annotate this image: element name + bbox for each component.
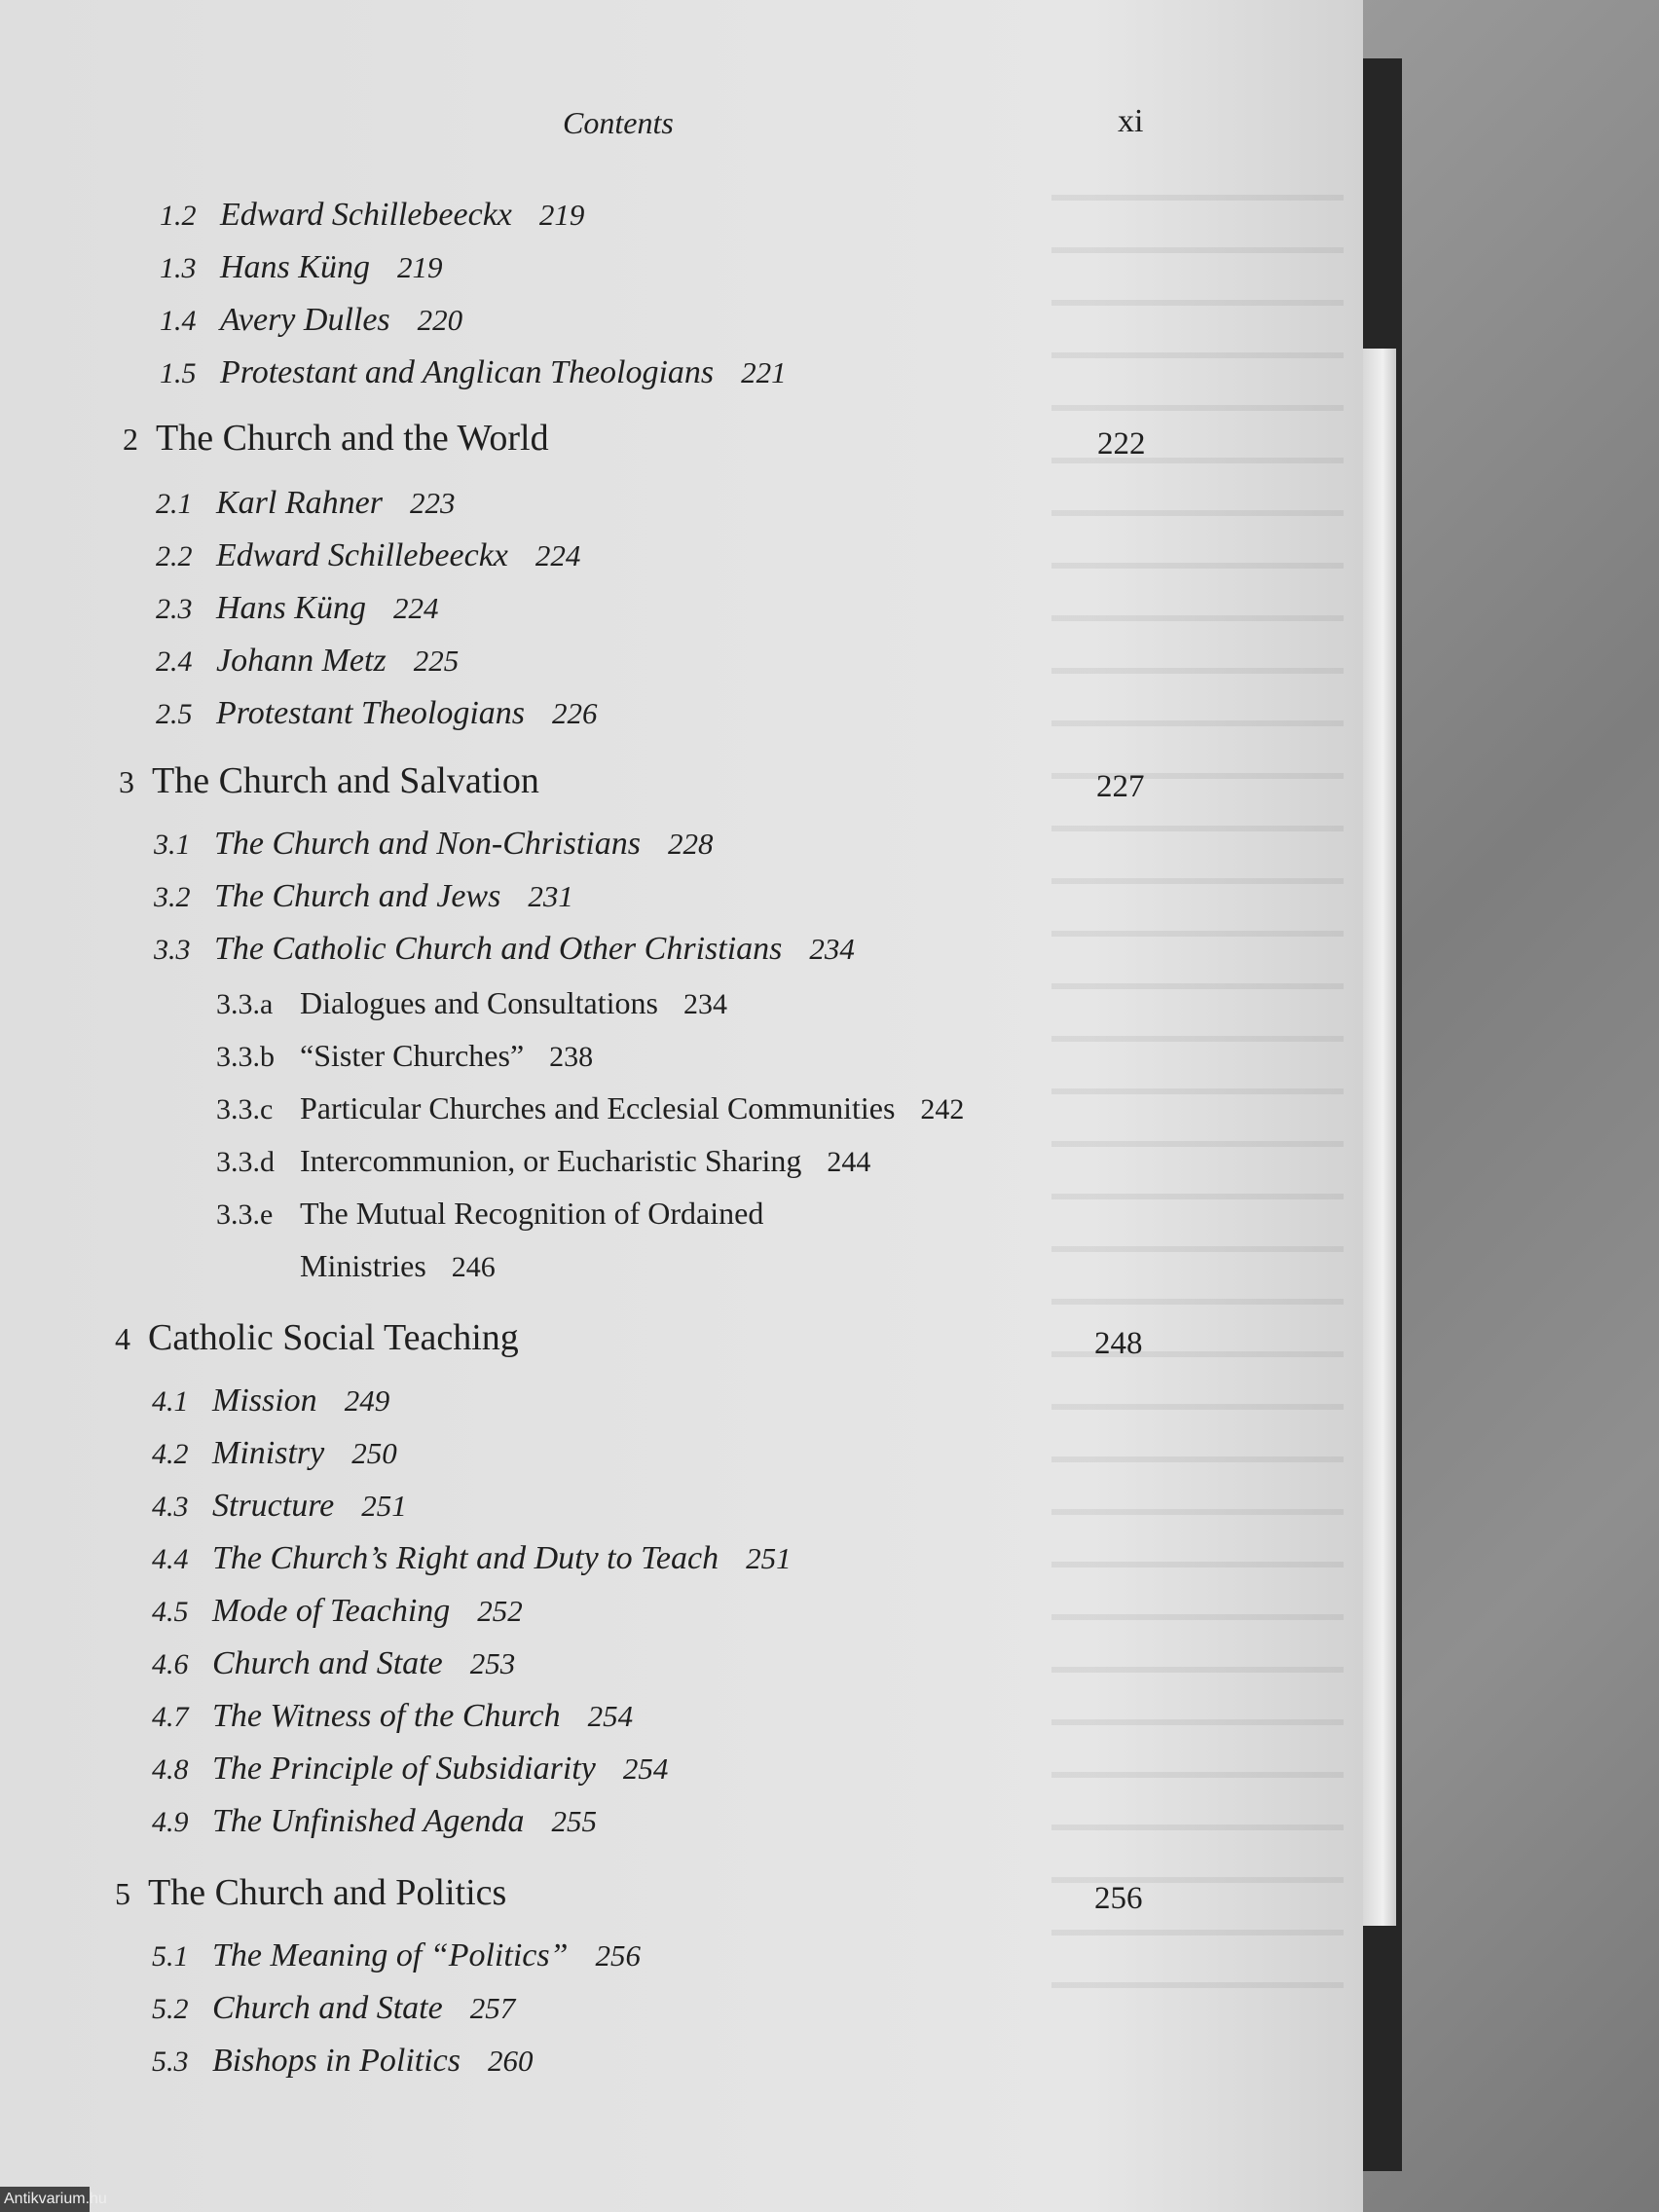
entry-number: 4.4 [152, 1543, 189, 1575]
entry-page: 260 [488, 2044, 534, 2078]
entry-page: 226 [552, 696, 598, 730]
subentry-title-continued: Ministries [300, 1248, 426, 1283]
entry-page: 255 [551, 1804, 597, 1838]
toc-entry [152, 1645, 515, 1682]
entry-title: The Principle of Subsidiarity [212, 1751, 596, 1787]
entry-number: 4.1 [152, 1385, 189, 1418]
entry-page: 249 [344, 1383, 390, 1418]
running-header-title: Contents [563, 105, 674, 140]
subentry-page: 246 [451, 1251, 496, 1283]
entry-page: 228 [667, 827, 714, 861]
subentry-title: Dialogues and Consultations [300, 985, 658, 1020]
subentry-number: 3.3.c [216, 1093, 274, 1125]
toc-entry [152, 1488, 407, 1525]
entry-page: 250 [351, 1436, 397, 1470]
toc-entry [156, 643, 459, 680]
chapter-title: The Church and Salvation [152, 760, 539, 801]
entry-page: 234 [809, 932, 855, 966]
entry-number: 2.2 [156, 540, 193, 572]
toc-entry [160, 249, 442, 286]
entry-page: 254 [622, 1751, 669, 1786]
entry-title: Edward Schillebeeckx [220, 197, 512, 233]
chapter-page: 227 [1096, 769, 1145, 804]
entry-title: Hans Küng [220, 249, 370, 285]
chapter-number: 3 [119, 764, 134, 799]
toc-entry [152, 1751, 668, 1788]
entry-title: The Witness of the Church [212, 1698, 561, 1734]
toc-entry [160, 197, 584, 234]
spine-band [1363, 349, 1396, 1926]
subentry-title: Intercommunion, or Eucharistic Sharing [300, 1143, 802, 1178]
watermark: Antikvarium.hu [0, 2187, 90, 2212]
entry-page: 257 [469, 1991, 516, 2025]
toc-entry [152, 1937, 641, 1974]
subentry-number: 3.3.b [216, 1041, 275, 1073]
entry-title: Edward Schillebeeckx [216, 537, 508, 573]
entry-number: 5.3 [152, 2046, 189, 2078]
entry-page: 220 [417, 303, 463, 337]
entry-number: 1.3 [160, 252, 197, 284]
chapter-title: The Church and the World [156, 418, 549, 459]
entry-title: Karl Rahner [216, 485, 383, 521]
chapter-page: 256 [1094, 1881, 1143, 1916]
subentry-page: 242 [920, 1093, 965, 1125]
subentry-page: 234 [682, 988, 727, 1020]
entry-title: Church and State [212, 1990, 443, 2026]
toc-entry [160, 354, 787, 391]
entry-number: 5.2 [152, 1993, 189, 2025]
toc-entry [160, 302, 462, 339]
toc-chapter [119, 759, 539, 802]
toc-entry [156, 537, 580, 574]
entry-page: 252 [477, 1594, 523, 1628]
entry-number: 3.2 [154, 881, 191, 913]
toc-entry [152, 1540, 792, 1577]
show-through-text [1051, 156, 1344, 2006]
toc-entry [154, 878, 573, 915]
entry-title: Ministry [212, 1435, 325, 1471]
toc-subentry [216, 1038, 593, 1074]
toc-entry [152, 1382, 389, 1419]
entry-title: Protestant Theologians [216, 695, 526, 731]
toc-entry [152, 1593, 523, 1630]
entry-number: 1.2 [160, 200, 197, 232]
entry-title: The Catholic Church and Other Christians [214, 931, 783, 967]
entry-page: 254 [587, 1699, 634, 1733]
subentry-number: 3.3.e [216, 1198, 274, 1231]
entry-page: 251 [746, 1541, 792, 1575]
entry-page: 256 [595, 1938, 641, 1972]
toc-entry [156, 695, 598, 732]
toc-entry [152, 1990, 515, 2027]
chapter-number: 2 [123, 422, 138, 457]
toc-subentry [216, 1090, 964, 1126]
subentry-title: “Sister Churches” [300, 1038, 525, 1073]
chapter-number: 4 [115, 1321, 130, 1356]
chapter-title: The Church and Politics [148, 1872, 507, 1913]
chapter-page: 222 [1097, 426, 1146, 461]
entry-page: 231 [528, 879, 573, 913]
entry-title: Hans Küng [216, 590, 366, 626]
entry-page: 219 [396, 250, 443, 284]
toc-entry [154, 931, 855, 968]
entry-number: 4.7 [152, 1701, 189, 1733]
toc-subentry [216, 985, 727, 1021]
entry-number: 3.3 [154, 934, 191, 966]
toc-chapter [115, 1871, 506, 1914]
entry-page: 251 [361, 1489, 407, 1523]
toc-entry [152, 1698, 633, 1735]
toc-chapter [123, 417, 549, 460]
entry-title: Bishops in Politics [212, 2043, 461, 2079]
entry-page: 224 [392, 591, 439, 625]
subentry-page: 244 [827, 1146, 871, 1178]
subentry-title: Particular Churches and Ecclesial Communities [300, 1090, 896, 1125]
entry-title: The Church and Jews [214, 878, 501, 914]
entry-number: 2.3 [156, 593, 193, 625]
entry-title: Mode of Teaching [212, 1593, 451, 1629]
entry-title: Structure [212, 1488, 335, 1524]
toc-entry [156, 590, 438, 627]
entry-number: 1.5 [160, 357, 197, 389]
subentry-number: 3.3.a [216, 988, 274, 1020]
toc-entry [152, 1435, 397, 1472]
entry-page: 223 [409, 486, 456, 520]
subentry-page: 238 [549, 1041, 594, 1073]
entry-title: Avery Dulles [220, 302, 390, 338]
entry-page: 225 [413, 644, 460, 678]
chapter-page: 248 [1094, 1326, 1143, 1361]
entry-title: The Unfinished Agenda [212, 1803, 525, 1839]
chapter-number: 5 [115, 1876, 130, 1911]
entry-number: 2.5 [156, 698, 193, 730]
toc-subentry [216, 1196, 763, 1232]
entry-number: 4.6 [152, 1648, 189, 1680]
entry-title: Johann Metz [216, 643, 387, 679]
toc-entry [154, 826, 713, 863]
entry-title: Church and State [212, 1645, 443, 1681]
entry-page: 219 [538, 198, 585, 232]
entry-title: Mission [212, 1382, 317, 1419]
entry-number: 1.4 [160, 305, 197, 337]
chapter-title: Catholic Social Teaching [148, 1317, 519, 1358]
entry-title: The Meaning of “Politics” [212, 1937, 569, 1973]
entry-title: Protestant and Anglican Theologians [220, 354, 715, 390]
entry-number: 5.1 [152, 1940, 189, 1972]
toc-subentry-continuation [300, 1248, 496, 1284]
entry-page: 253 [469, 1646, 516, 1680]
entry-number: 2.1 [156, 488, 193, 520]
entry-title: The Church’s Right and Duty to Teach [212, 1540, 719, 1576]
entry-number: 4.3 [152, 1491, 189, 1523]
toc-entry [152, 2043, 534, 2080]
entry-number: 2.4 [156, 645, 193, 678]
toc-subentry [216, 1143, 870, 1179]
subentry-number: 3.3.d [216, 1146, 275, 1178]
subentry-title: The Mutual Recognition of Ordained [300, 1196, 764, 1231]
entry-number: 4.5 [152, 1596, 189, 1628]
entry-number: 3.1 [154, 829, 191, 861]
entry-number: 4.8 [152, 1753, 189, 1786]
entry-title: The Church and Non-Christians [214, 826, 641, 862]
toc-entry [152, 1803, 597, 1840]
toc-chapter [115, 1316, 519, 1359]
entry-number: 4.9 [152, 1806, 189, 1838]
entry-number: 4.2 [152, 1438, 189, 1470]
toc-entry [156, 485, 455, 522]
entry-page: 221 [741, 355, 787, 389]
running-header-page-number: xi [1118, 103, 1144, 139]
entry-page: 224 [535, 538, 581, 572]
